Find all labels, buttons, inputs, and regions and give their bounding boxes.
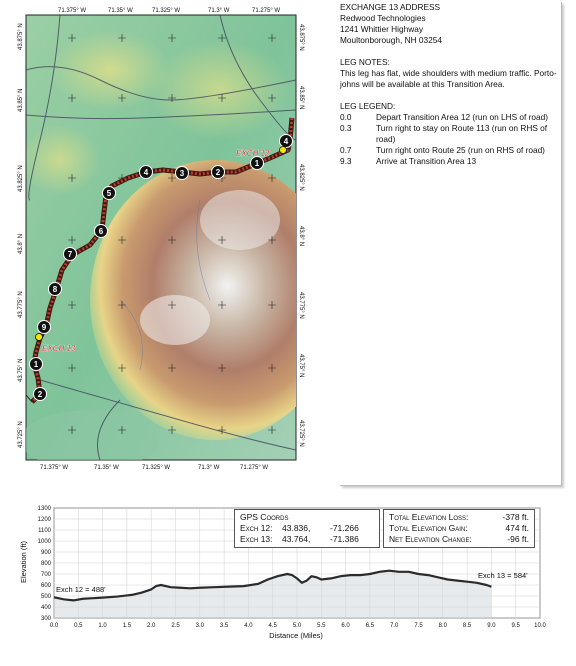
stat-row — [389, 512, 529, 523]
x-ticks — [50, 623, 547, 629]
lat-label: 43.775° N — [298, 292, 304, 319]
map-canvas — [0, 0, 320, 480]
x-tick-label: 5.5 — [317, 623, 326, 629]
stat-value: -378 ft. — [502, 512, 529, 522]
gps-row — [240, 534, 374, 545]
lat-label: 43.825° N — [298, 164, 304, 191]
legend-desc: Depart Transition Area 12 (run on LHS of road) — [376, 112, 549, 122]
y-tick-label: 600 — [40, 583, 51, 589]
notes-text: This leg has flat, wide shoulders with medium traffic. Porto-johns will be available at this Transition Area. — [340, 68, 557, 89]
left-lat-labels — [18, 23, 24, 448]
stat-value: 474 ft. — [505, 523, 529, 533]
gps-lat: 43.836, — [282, 523, 311, 533]
y-tick-label: 400 — [40, 605, 51, 611]
route-marker — [34, 388, 47, 401]
lat-label: 43.725° N — [298, 420, 304, 447]
gps-title: GPS Coords — [240, 512, 289, 522]
address-title: EXCHANGE 13 ADDRESS — [340, 2, 441, 12]
gps-lat: 43.764, — [282, 534, 311, 544]
stat-value: -96 ft. — [507, 534, 529, 544]
x-tick-label: 7.5 — [414, 623, 423, 629]
legend-row — [340, 112, 561, 123]
legend-block — [340, 101, 561, 167]
lat-label: 43.75° N — [18, 358, 24, 382]
legend-row — [340, 145, 561, 156]
lon-label: 71.275° W — [252, 8, 281, 14]
route-marker — [103, 187, 116, 200]
svg-text:4: 4 — [283, 137, 289, 146]
terrain-hill — [150, 40, 290, 140]
x-tick-label: 4.0 — [244, 623, 253, 629]
address-block — [340, 2, 561, 46]
legend-row — [340, 156, 561, 167]
gps-label: Exch 13: — [240, 534, 273, 544]
x-tick-label: 3.5 — [219, 623, 229, 629]
svg-text:1: 1 — [33, 360, 39, 369]
svg-text:9: 9 — [41, 323, 47, 332]
lat-label: 43.825° N — [18, 165, 24, 192]
svg-text:5: 5 — [106, 189, 112, 198]
lon-label: 71.35° W — [108, 8, 133, 14]
y-ticks — [38, 506, 52, 622]
svg-text:4: 4 — [143, 168, 149, 177]
x-tick-label: 5.0 — [292, 623, 302, 629]
notes-title: LEG NOTES: — [340, 57, 390, 67]
route-map — [0, 0, 320, 480]
y-tick-label: 900 — [40, 550, 51, 556]
lat-label: 43.75° N — [298, 354, 304, 378]
x-tick-label: 7.0 — [390, 623, 399, 629]
y-tick-label: 700 — [40, 572, 51, 578]
route-marker — [251, 157, 264, 170]
y-tick-label: 1200 — [37, 517, 51, 523]
lon-label: 71.325° W — [152, 8, 181, 14]
legend-desc: Turn right onto Route 25 (run on RHS of road) — [376, 145, 545, 155]
lat-label: 43.8° N — [298, 226, 304, 247]
y-tick-label: 300 — [40, 616, 51, 622]
x-tick-label: 8.5 — [462, 623, 472, 629]
x-tick-label: 6.0 — [341, 623, 350, 629]
lat-label: 43.875° N — [298, 24, 304, 51]
x-tick-label: 9.0 — [487, 623, 496, 629]
y-axis-title: Elevation (ft) — [19, 540, 28, 584]
lat-label: 43.85° N — [298, 86, 304, 110]
legend-desc: Turn right to stay on Route 113 (run on RHS of road) — [376, 123, 548, 144]
lon-label: 71.35° W — [94, 465, 119, 471]
address-line: Redwood Technologies — [340, 13, 426, 23]
end-elevation-label: Exch 13 = 584' — [478, 571, 528, 580]
route-marker — [280, 135, 293, 148]
svg-text:2: 2 — [37, 390, 43, 399]
lat-label: 43.875° N — [18, 23, 24, 50]
route-marker — [176, 167, 189, 180]
legend-mile: 0.7 — [340, 145, 352, 155]
lon-label: 71.275° W — [240, 465, 269, 471]
exchange-12-label: EXCH 12 — [236, 149, 270, 158]
route-marker — [212, 166, 225, 179]
stat-label: Net Elevation Change: — [389, 534, 472, 544]
elevation-profile — [0, 500, 576, 666]
x-tick-label: 9.5 — [511, 623, 520, 629]
x-tick-label: 0.0 — [49, 623, 59, 629]
legend-mile: 0.3 — [340, 123, 352, 133]
x-tick-label: 3.0 — [195, 623, 204, 629]
elevation-stats-box — [383, 509, 535, 548]
route-marker — [38, 321, 51, 334]
gps-row — [240, 523, 374, 534]
x-tick-label: 1.0 — [98, 623, 107, 629]
route-marker — [95, 225, 108, 238]
gps-coords-box — [234, 509, 380, 548]
x-tick-label: 6.5 — [365, 623, 375, 629]
x-tick-label: 8.0 — [438, 623, 447, 629]
route-marker — [30, 358, 43, 371]
svg-text:1: 1 — [254, 159, 260, 168]
address-line: Moultonborough, NH 03254 — [340, 35, 442, 45]
right-lat-labels — [298, 24, 304, 447]
mountain-peak — [200, 190, 280, 250]
mountain-peak — [140, 295, 210, 345]
stat-label: Total Elevation Gain: — [389, 523, 468, 533]
terrain-hill — [20, 125, 100, 195]
stat-row — [389, 534, 529, 545]
lat-label: 43.725° N — [18, 421, 24, 448]
notes-block — [340, 57, 561, 90]
gps-lon: -71.386 — [330, 534, 359, 544]
start-elevation-label: Exch 12 = 488' — [56, 585, 106, 594]
y-tick-label: 1000 — [37, 539, 51, 545]
svg-text:6: 6 — [98, 227, 104, 236]
svg-text:2: 2 — [215, 168, 221, 177]
x-tick-label: 2.5 — [171, 623, 180, 629]
lon-label: 71.3° W — [198, 465, 220, 471]
route-marker — [140, 166, 153, 179]
y-tick-label: 1300 — [37, 506, 51, 512]
x-tick-label: 0.5 — [74, 623, 83, 629]
exchange-13-label: EXCH 13 — [42, 344, 76, 353]
lon-label: 71.375° W — [58, 8, 87, 14]
legend-desc: Arrive at Transition Area 13 — [376, 156, 477, 166]
legend-mile: 9.3 — [340, 156, 352, 166]
gps-lon: -71.266 — [330, 523, 359, 533]
lat-label: 43.8° N — [18, 233, 24, 254]
x-tick-label: 1.5 — [122, 623, 132, 629]
legend-mile: 0.0 — [340, 112, 352, 122]
stat-label: Total Elevation Loss: — [389, 512, 469, 522]
lat-label: 43.775° N — [18, 291, 24, 318]
y-tick-label: 800 — [40, 561, 51, 567]
route-marker — [64, 248, 77, 261]
gps-label: Exch 12: — [240, 523, 273, 533]
x-tick-label: 2.0 — [147, 623, 156, 629]
address-line: 1241 Whittier Highway — [340, 24, 424, 34]
route-marker — [49, 283, 62, 296]
legend-row — [340, 123, 561, 145]
svg-text:8: 8 — [52, 285, 58, 294]
top-lon-labels — [58, 8, 280, 14]
stat-row — [389, 523, 529, 534]
leg-info-panel — [340, 2, 562, 486]
bottom-lon-labels — [40, 465, 268, 471]
lon-label: 71.3° W — [208, 8, 230, 14]
y-tick-label: 1100 — [38, 528, 51, 534]
svg-text:3: 3 — [179, 169, 185, 178]
lon-label: 71.325° W — [142, 465, 171, 471]
x-axis-title: Distance (Miles) — [269, 631, 323, 640]
x-tick-label: 10.0 — [534, 623, 546, 629]
y-tick-label: 500 — [40, 594, 51, 600]
legend-title: LEG LEGEND: — [340, 101, 396, 111]
lon-label: 71.375° W — [40, 465, 69, 471]
x-tick-label: 4.5 — [268, 623, 277, 629]
svg-text:7: 7 — [67, 250, 73, 259]
lat-label: 43.85° N — [18, 88, 24, 112]
lowland — [20, 410, 160, 470]
